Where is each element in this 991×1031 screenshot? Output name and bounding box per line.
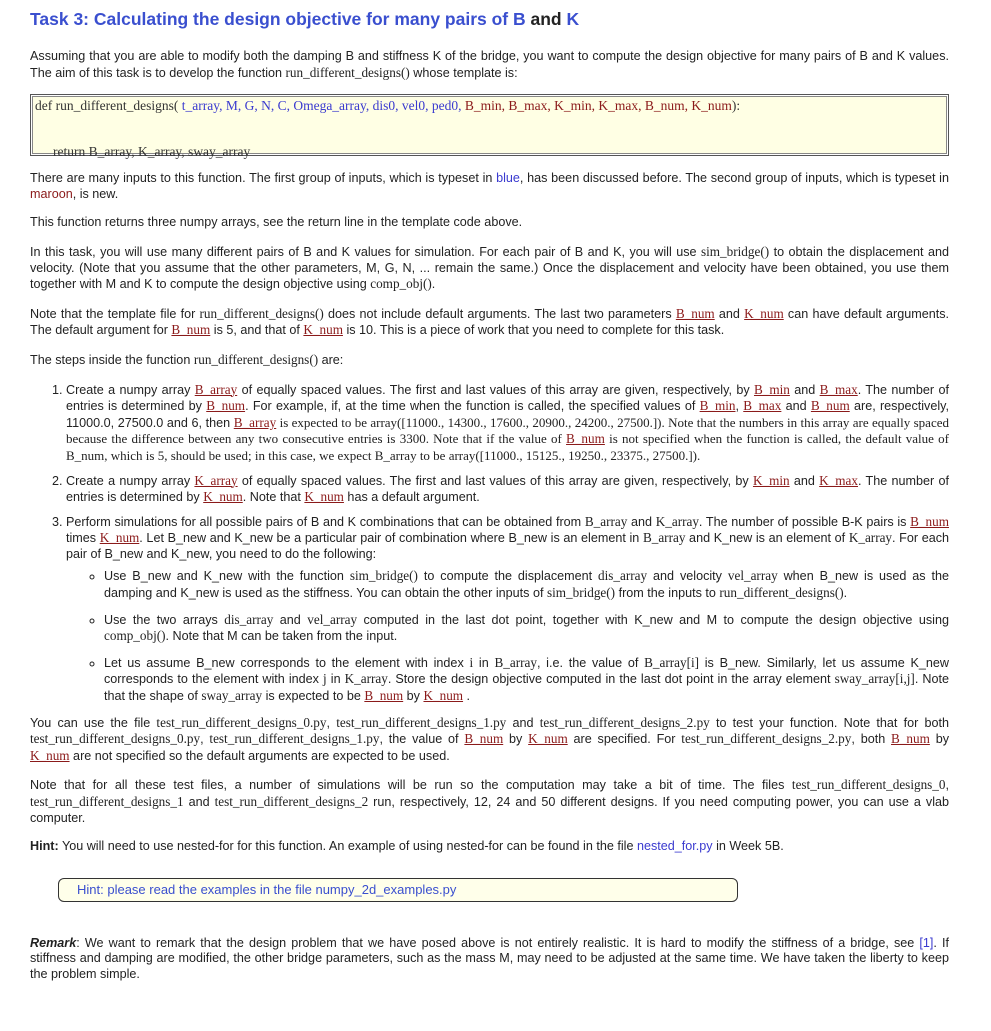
sub-text: from the inputs to: [615, 586, 720, 601]
step-text: . For each pair of B_new and K_new, you need to do the following:: [66, 531, 950, 561]
test-file-2: test_run_different_designs_2.py: [539, 714, 710, 730]
b-array-param: B_array: [494, 654, 537, 670]
k-max-param: K_max: [819, 472, 858, 488]
test-file-0: test_run_different_designs_0: [791, 777, 946, 793]
hint-text: You will need to use nested-for for this function. An example of using nested-for can be found in the file: [58, 839, 637, 854]
b-array-param: B_array: [233, 414, 277, 430]
time-text: ,: [945, 778, 949, 793]
intro-text: Assuming that you are able to modify both the damping B and stiffness K of the bridge, you want to compute the design objective for many pairs of B and K values. The aim of this task is to develop the function: [30, 49, 949, 80]
tests-text: by: [503, 732, 529, 747]
remark-paragraph: [30, 936, 949, 983]
b-min-param: B_min: [753, 381, 790, 397]
sub-text: , i.e. the value of: [536, 655, 645, 670]
sub-text: Use B_new and K_new with the function: [104, 569, 350, 584]
b-array-param: B_array: [194, 381, 238, 397]
k-array-param: K_array: [848, 530, 893, 546]
k-array-param: K_array: [194, 472, 238, 488]
step-3: [66, 514, 949, 705]
sub-step-1: [104, 568, 949, 601]
dis-array-name: dis_array: [224, 611, 274, 627]
remark-text-end: . If stiffness and damping are modified, the other bridge parameters, such as the mass M, may need to be adjusted at the same time. We have taken the liberty to keep the problem simple.: [30, 935, 950, 981]
function-name: run_different_designs(): [199, 305, 324, 321]
k-num-param: K_num: [744, 305, 784, 321]
comp-obj-name: comp_obj(): [104, 628, 166, 644]
page-title: [30, 8, 949, 30]
inputs-paragraph: [30, 171, 949, 202]
remark-label: Remark: [30, 935, 77, 950]
default-args-paragraph: [30, 306, 949, 339]
step-text: and: [789, 473, 820, 488]
step-text: and: [627, 514, 656, 529]
function-name: run_different_designs(): [285, 64, 410, 80]
remark-text: : We want to remark that the design problem that we have posed above is not entirely realistic. It is hard to modify the stiffness of a bridge, see: [76, 935, 920, 950]
hint-paragraph: [30, 839, 949, 855]
tests-text: , the value of: [379, 732, 465, 747]
step-note: is not specified when the function is called, the default value of B_num, which is 5, should be used; in this case, we expect B_array to be array([11000., 15125., 19250., 23375., 27500.]).: [66, 431, 949, 463]
step-text: of equally spaced values. The first and last values of this array are given, respectively, by: [237, 382, 754, 397]
sub-text: when B_new is used as the damping and K_new is used as the stiffness. You can obtain the other inputs of: [104, 569, 949, 601]
step-text: . The number of entries is determined by: [66, 382, 949, 414]
sub-text: in: [473, 655, 495, 670]
k-num-param: K_num: [30, 747, 70, 763]
title-text: Task 3: Calculating the design objective for many pairs of: [30, 9, 513, 29]
sim-bridge-name: sim_bridge(): [349, 568, 418, 584]
step-text: are, respectively, 11000.0, 27500.0 and 6, then: [66, 399, 950, 430]
b-num-param: B_num: [675, 305, 715, 321]
test-file-2: test_run_different_designs_2.py: [681, 731, 852, 747]
step-text: of equally spaced values. The first and last values of this array are given, respectively, by: [237, 473, 753, 488]
nested-for-link[interactable]: nested_for.py: [636, 839, 713, 854]
sway-array-name: sway_array: [201, 688, 263, 704]
code-def-suffix: ):: [731, 98, 741, 114]
function-name: run_different_designs(): [719, 585, 844, 601]
steps-intro-paragraph: [30, 352, 949, 369]
step-text: Perform simulations for all possible pairs of B and K combinations that can be obtained from: [66, 514, 585, 529]
steps-list: [30, 382, 949, 705]
step-text: . Note that: [242, 490, 305, 505]
sub-text: .: [463, 689, 471, 704]
test-file-2: test_run_different_designs_2: [214, 794, 369, 809]
k-num-param: K_num: [304, 489, 344, 505]
sub-text: computed in the last dot point, together with K_new and M to compute the design objective using: [357, 612, 949, 627]
b-num-param: B_num: [206, 398, 246, 414]
function-name: run_different_designs(): [193, 351, 319, 367]
sub-text: to compute the displacement: [417, 569, 599, 584]
step-text: Create a numpy array: [66, 473, 195, 488]
b-num-param: B_num: [810, 398, 850, 414]
time-text: run, respectively, 12, 24 and 50 different designs. If you need computing power, you can use a vlab computer.: [30, 795, 949, 825]
comp-obj-name: comp_obj(): [370, 276, 432, 292]
sim-text-3: .: [431, 277, 436, 292]
k-array-param: K_array: [655, 513, 699, 529]
sim-bridge-name: sim_bridge(): [546, 585, 616, 601]
default-text-3: can have default arguments. The default argument for: [30, 306, 950, 338]
code-def-line: [35, 98, 944, 114]
k-num-param: K_num: [303, 322, 343, 338]
b-num-param: B_num: [364, 688, 404, 704]
sub-text: in: [326, 672, 345, 687]
step-text: ,: [735, 399, 744, 414]
step-text: . For example, if, at the time when the function is called, the specified values of: [245, 399, 700, 414]
b-max-param: B_max: [743, 398, 782, 414]
tests-text: to test your function. Note that for both: [709, 715, 950, 730]
hint-label: Hint:: [30, 839, 59, 854]
b-num-param: B_num: [464, 731, 504, 747]
tests-text: by: [929, 732, 949, 747]
blue-word: blue: [496, 171, 520, 186]
sub-text: . Note that M can be taken from the input.: [165, 629, 398, 644]
sub-text: is expected to be: [262, 689, 365, 704]
step-text: and K_new is an element of: [685, 531, 849, 546]
b-num-param: B_num: [566, 431, 605, 447]
step-1: [66, 382, 949, 465]
simulation-paragraph: [30, 244, 949, 293]
inputs-text-2: , has been discussed before. The second group of inputs, which is typeset in: [519, 171, 949, 186]
sub-text: . Note that the shape of: [104, 672, 949, 704]
dis-array-name: dis_array: [598, 568, 648, 584]
sub-text: is B_new. Similarly, let us assume K_new corresponds to the element with index: [104, 655, 949, 687]
title-b: B: [513, 9, 526, 29]
time-text: and: [183, 795, 215, 809]
title-k: K: [566, 9, 580, 29]
step-text: . Let B_new and K_new be a particular pair of combination where B_new is an element in: [139, 531, 643, 546]
b-array-param: B_array: [584, 513, 628, 529]
sim-bridge-name: sim_bridge(): [700, 243, 770, 259]
tests-text: and: [506, 715, 540, 730]
tests-text: ,: [200, 732, 210, 747]
test-file-0: test_run_different_designs_0.py: [30, 731, 201, 747]
sub-text: . Store the design objective computed in the last dot point in the array element: [387, 672, 835, 687]
k-num-param: K_num: [99, 530, 140, 546]
sub-step-3: [104, 655, 949, 705]
test-file-1: test_run_different_designs_1.py: [209, 731, 380, 747]
b-num-param: B_num: [171, 322, 211, 338]
step-text: times: [66, 531, 100, 546]
tests-text: ,: [326, 715, 337, 730]
step-text: . The number of possible B-K pairs is: [698, 514, 911, 529]
step-2: [66, 473, 949, 506]
intro-paragraph: [30, 49, 949, 81]
step-text: and: [789, 382, 820, 397]
returns-paragraph: This function returns three numpy arrays, see the return line in the template code above.: [30, 215, 523, 230]
sub-text: .: [843, 586, 848, 601]
sim-text-2: to obtain the displacement and velocity. (Note that you assume that the other parameters, M, G, N, ... remain the same.) Once the displacement and velocity have been obtained, you use them together with M and K to compute the design objective using: [30, 244, 949, 292]
steps-intro-text: The steps inside the function: [30, 352, 194, 367]
steps-intro-end: are:: [318, 352, 344, 367]
b-max-param: B_max: [819, 381, 858, 397]
k-num-param: K_num: [203, 489, 243, 505]
code-maroon-args: B_min, B_max, K_min, K_max, B_num, K_num: [461, 98, 732, 114]
sub-text: by: [403, 689, 424, 704]
tests-text: You can use the file: [30, 715, 157, 730]
sub-text: Use the two arrays: [104, 612, 225, 627]
k-array-param: K_array: [344, 671, 388, 687]
index-i: i: [469, 654, 474, 670]
default-text-2: does not include default arguments. The last two parameters: [323, 306, 676, 321]
k-num-param: K_num: [528, 731, 568, 747]
default-text-4: is 5, and that of: [210, 323, 304, 338]
step-text: and: [781, 399, 811, 414]
reference-link[interactable]: [1]: [919, 935, 934, 950]
b-min-param: B_min: [699, 398, 736, 414]
sub-text: and velocity: [647, 569, 728, 584]
inputs-text: There are many inputs to this function. The first group of inputs, which is typeset in: [30, 171, 497, 186]
tests-text: are not specified so the default arguments are expected to be used.: [69, 748, 450, 763]
test-file-1: test_run_different_designs_1.py: [336, 714, 507, 730]
step-3-sublist: [66, 568, 949, 704]
sway-array-index: sway_array[i,j]: [834, 671, 915, 687]
title-and: and: [525, 9, 567, 29]
code-blue-args: t_array, M, G, N, C, Omega_array, dis0, vel0, ped0,: [181, 98, 462, 114]
b-num-param: B_num: [891, 731, 930, 747]
tests-text: , both: [851, 732, 892, 747]
hint-text-end: in Week 5B.: [712, 839, 784, 854]
vel-array-name: vel_array: [727, 568, 778, 584]
default-and: and: [714, 306, 745, 321]
test-file-1: test_run_different_designs_1: [30, 794, 184, 809]
b-array-param: B_array: [642, 530, 686, 546]
code-def-prefix: def run_different_designs(: [35, 98, 182, 114]
default-text: Note that the template file for: [30, 306, 200, 321]
sim-text: In this task, you will use many different pairs of B and K values for simulation. For each pair of B and K, you will use: [30, 244, 701, 259]
task-page: [30, 8, 949, 996]
step-text: Create a numpy array: [66, 382, 195, 397]
default-text-5: is 10. This is a piece of work that you need to complete for this task.: [342, 323, 725, 338]
index-j: j: [323, 671, 327, 687]
code-return-line: return B_array, K_array, sway_array: [53, 144, 251, 160]
hint-box[interactable]: Hint: please read the examples in the file numpy_2d_examples.py: [58, 878, 738, 902]
code-template-box: [30, 94, 949, 160]
sub-text: Let us assume B_new corresponds to the element with index: [104, 655, 470, 670]
tests-text: are specified. For: [567, 732, 682, 747]
step-text: has a default argument.: [343, 490, 480, 505]
test-file-0: test_run_different_designs_0.py: [156, 714, 327, 730]
intro-text-end: whose template is:: [409, 65, 518, 80]
maroon-word: maroon: [30, 186, 73, 201]
b-num-param: B_num: [910, 513, 949, 529]
step-note: is expected to be array([11000., 14300., 17600., 20900., 24200., 27500.]). Note that the numbers in this array are equally spaced because the difference between any two consecutive entries is 3300. Note that if the value of: [66, 414, 949, 447]
step-text: . The number of entries is determined by: [66, 473, 950, 505]
vel-array-name: vel_array: [307, 611, 358, 627]
tests-paragraph: [30, 715, 949, 765]
b-array-index: B_array[i]: [644, 654, 700, 670]
computation-time-paragraph: [30, 777, 949, 826]
k-num-param: K_num: [423, 688, 464, 704]
sub-text: and: [273, 612, 308, 627]
time-text: Note that for all these test files, a number of simulations will be run so the computation may take a bit of time. The files: [30, 778, 792, 793]
k-min-param: K_min: [752, 472, 790, 488]
sub-step-2: [104, 612, 949, 645]
inputs-text-3: , is new.: [72, 186, 119, 201]
